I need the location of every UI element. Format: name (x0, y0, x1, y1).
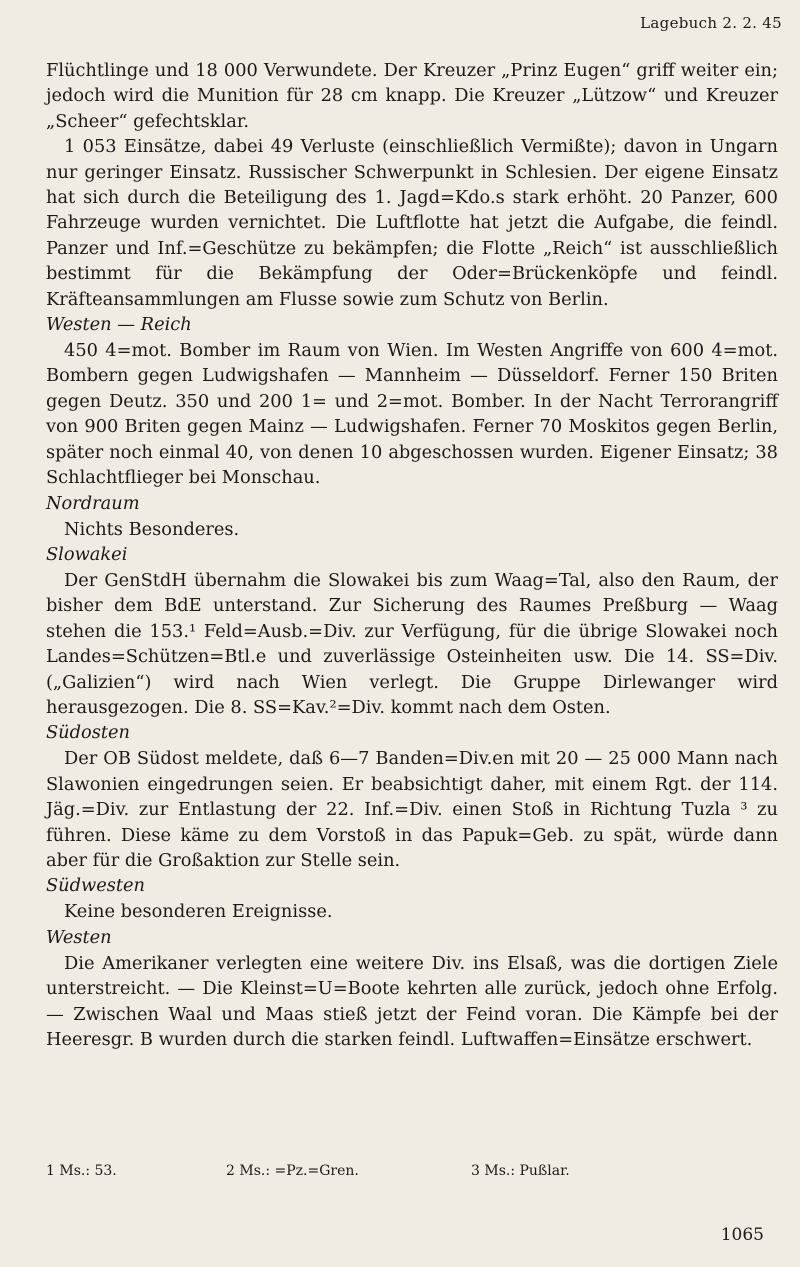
page-number: 1065 (720, 1225, 764, 1245)
footnote-2: 2 Ms.: =Pz.=Gren. (226, 1163, 359, 1179)
paragraph: 1 053 Einsätze, dabei 49 Verluste (einschließlich Vermißte); davon in Ungarn nur geringer Einsatz. Russischer Schwerpunkt in Schlesien. Der eigene Einsatz hat sich durch die Beteiligung des 1. Jagd=Kdo.s stark erhöht. 20 Panzer, 600 Fahrzeuge wurden vernichtet. Die Luftflotte hat jetzt die Aufgabe, die feindl. Panzer und Inf.=Geschütze zu bekämpfen; die Flotte „Reich“ ist ausschließlich bestimmt für die Bekämpfung der Oder=Brückenköpfe und feindl. Kräfteansammlungen am Flusse sowie zum Schutz von Berlin. (46, 136, 778, 310)
section-heading-westen: Westen (46, 926, 112, 948)
paragraph: Flüchtlinge und 18 000 Verwundete. Der Kreuzer „Prinz Eugen“ griff weiter ein; jedoch wird die Munition für 28 cm knapp. Die Kreuzer „Lützow“ und Kreuzer „Scheer“ gefechtsklar. (46, 60, 778, 132)
footnote-3: 3 Ms.: Pußlar. (471, 1163, 570, 1179)
section-heading-nordraum: Nordraum (46, 492, 140, 514)
paragraph: Der OB Südost meldete, daß 6—7 Banden=Div.en mit 20 — 25 000 Mann nach Slawonien eingedrungen seien. Er beabsichtigt daher, mit einem Rgt. der 114. Jäg.=Div. zur Entlastung der 22. Inf.=Div. einen Stoß in Richtung Tuzla ³ zu führen. Diese käme zu dem Vorstoß in das Papuk=Geb. zu spät, würde dann aber für die Großaktion zur Stelle sein. (46, 748, 778, 871)
paragraph: 450 4=mot. Bomber im Raum von Wien. Im Westen Angriffe von 600 4=mot. Bombern gegen Ludwigshafen — Mannheim — Düsseldorf. Ferner 150 Briten gegen Deutz. 350 und 200 1= und 2=mot. Bomber. In der Nacht Terrorangriff von 900 Briten gegen Mainz — Ludwigshafen. Ferner 70 Moskitos gegen Berlin, später noch einmal 40, von denen 10 abgeschossen wurden. Eigener Einsatz; 38 Schlachtflieger bei Monschau. (46, 340, 778, 489)
section-heading-slowakei: Slowakei (46, 543, 128, 565)
section-heading-suedosten: Südosten (46, 722, 130, 744)
paragraph: Die Amerikaner verlegten eine weitere Div. ins Elsaß, was die dortigen Ziele unterstreicht. — Die Kleinst=U=Boote kehrten alle zurück, jedoch ohne Erfolg. — Zwischen Waal und Maas stieß jetzt der Feind voran. Die Kämpfe bei der Heeresgr. B wurden durch die starken feindl. Luftwaffen=Einsätze erschwert. (46, 952, 778, 1050)
section-heading-suedwesten: Südwesten (46, 875, 146, 897)
section-heading-westen-reich: Westen — Reich (46, 314, 192, 336)
footnote-1: 1 Ms.: 53. (46, 1163, 117, 1179)
body-text (46, 58, 778, 1052)
paragraph: Keine besonderen Ereignisse. (64, 901, 333, 923)
running-header: Lagebuch 2. 2. 45 (640, 14, 782, 32)
footnotes (46, 1163, 746, 1179)
paragraph: Nichts Besonderes. (64, 518, 240, 540)
paragraph: Der GenStdH übernahm die Slowakei bis zum Waag=Tal, also den Raum, der bisher dem BdE unterstand. Zur Sicherung des Raumes Preßburg — Waag stehen die 153.¹ Feld=Ausb.=Div. zur Verfügung, für die übrige Slowakei noch Landes=Schützen=Btl.e und zuverlässige Osteinheiten usw. Die 14. SS=Div. („Galizien“) wird nach Wien verlegt. Die Gruppe Dirlewanger wird herausgezogen. Die 8. SS=Kav.²=Div. kommt nach dem Osten. (46, 569, 778, 718)
